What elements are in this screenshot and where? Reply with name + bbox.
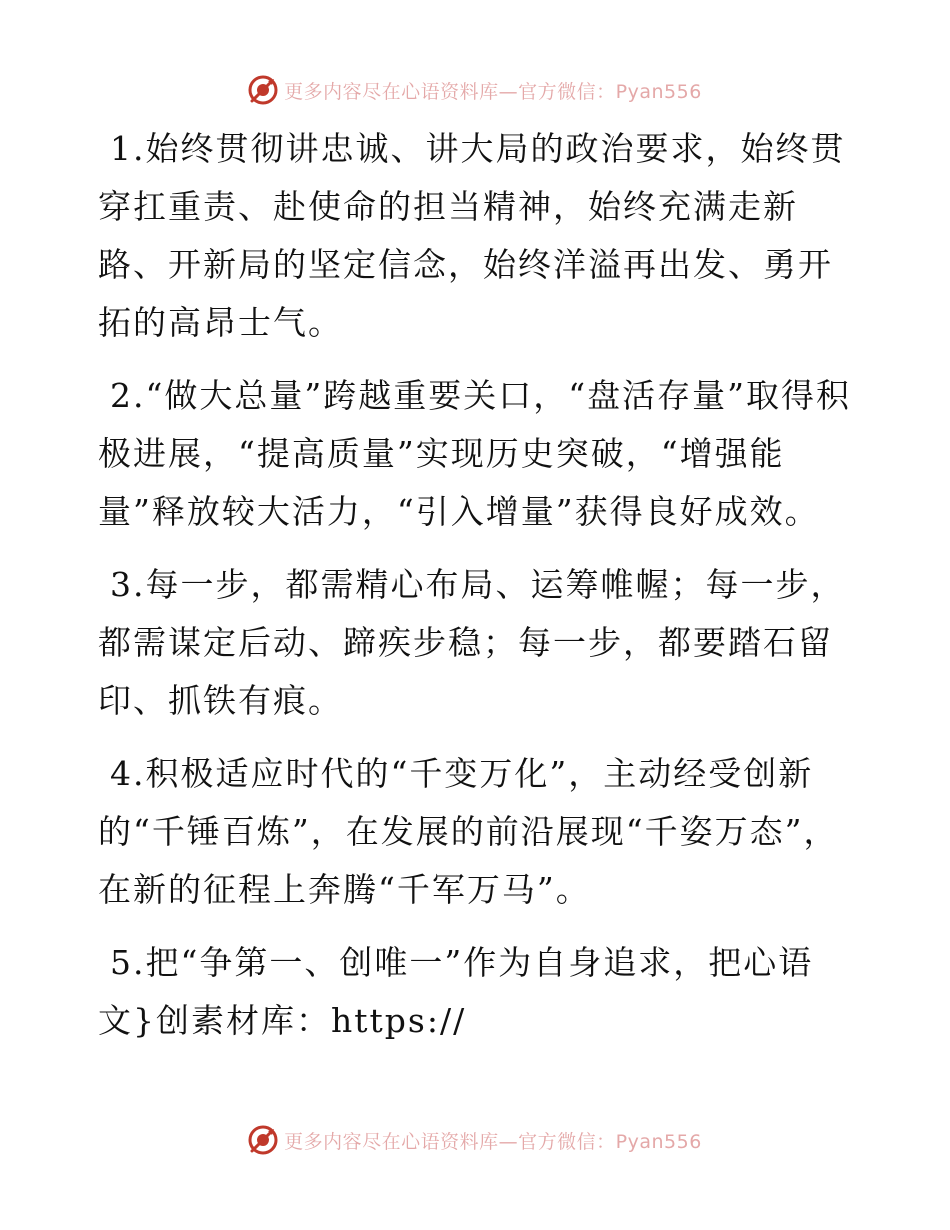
- seal-logo-icon: [248, 1125, 278, 1155]
- paragraph-4: 4.积极适应时代的“千变万化”，主动经受创新的“千锤百炼”，在发展的前沿展现“千姿万态”，在新的征程上奔腾“千军万马”。: [98, 754, 839, 909]
- header-banner-text: 更多内容尽在心语资料库—官方微信：Pyan556: [284, 80, 702, 103]
- paragraph-1: 1.始终贯彻讲忠诚、讲大局的政治要求，始终贯穿扛重责、赴使命的担当精神，始终充满走新路、开新局的坚定信念，始终洋溢再出发、勇开拓的高昂士气。: [98, 129, 846, 342]
- header-banner-inner: [248, 75, 702, 105]
- paragraph-5: 5.把“争第一、创唯一”作为自身追求，把心语文}创素材库：https://: [98, 943, 814, 1040]
- paragraph-2: 2.“做大总量”跨越重要关口，“盘活存量”取得积极进展，“提高质量”实现历史突破，“增强能量”释放较大活力，“引入增量”获得良好成效。: [98, 376, 851, 531]
- footer-banner-text: 更多内容尽在心语资料库—官方微信：Pyan556: [284, 1130, 702, 1153]
- seal-logo-icon: [248, 75, 278, 105]
- footer-banner-inner: [248, 1125, 702, 1155]
- footer-banner: [0, 1120, 950, 1160]
- document-body: [98, 120, 858, 1050]
- paragraph-3: 3.每一步，都需精心布局、运筹帷幄；每一步，都需谋定后动、蹄疾步稳；每一步，都要踏石留印、抓铁有痕。: [98, 565, 846, 720]
- header-banner: [0, 70, 950, 110]
